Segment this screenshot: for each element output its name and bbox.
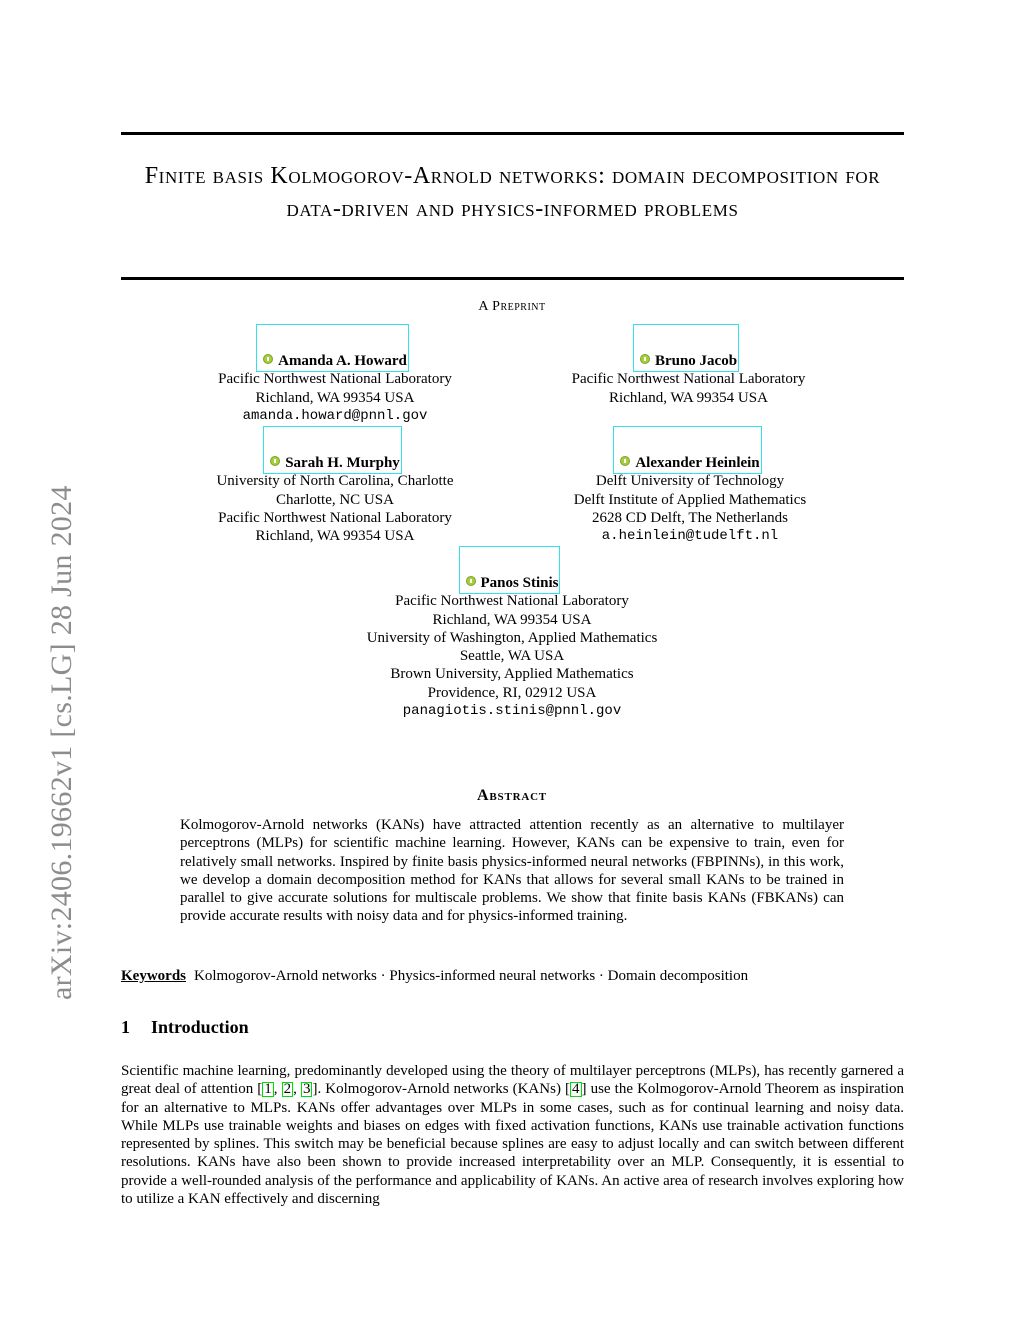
affiliation-line: Pacific Northwest National Laboratory — [218, 371, 452, 388]
introduction-paragraph: Scientific machine learning, predominantly developed using the theory of multilayer perceptrons (MLPs), has recently garnered a great deal of attention [ 1 , 2 , 3 ]. Kolmogorov-Arnold networks (KANs) [ 4 ] use the Kolmogorov-Arnold Theorem as inspiration for an alternative to MLPs. KANs offer advantages over MLPs in some cases, such as for continual learning and noisy data. While MLPs use trainable weights and biases on edges with fixed activation functions, KANs use trainable activation functions represented by splines. This switch may be beneficial because splines are easy to adjust locally and can switch between different resolutions. KANs have also been shown to provide increased interpretability over an MLP. Consequently, it is essential to provide a well-rounded analysis of the performance and applicability of KANs. An active area of research involves exploring how to utilize a KAN effectively and discerning — [121, 1063, 905, 1208]
hyperlink-box — [263, 426, 402, 474]
hyperlink-box — [459, 546, 561, 594]
affiliation-line: Richland, WA 99354 USA — [432, 611, 592, 628]
section-heading-introduction — [121, 1017, 249, 1038]
author-name-link[interactable] — [263, 352, 407, 370]
title-rule-top — [121, 132, 904, 135]
author-name-link[interactable] — [270, 454, 400, 472]
abstract-text: Kolmogorov-Arnold networks (KANs) have attracted attention recently as an alternative to multilayer perceptrons (MLPs) for scientific machine learning. However, KANs can be expensive to train, even for relatively small networks. Inspired by finite basis physics-informed neural networks (FBPINNs), in this work, we develop a domain decomposition method for KANs that allows for several small KANs to be trained in parallel to give accurate solutions for multiscale problems. We show that finite basis KANs (FBKANs) can provide accurate results with noisy data and for physics-informed training. — [180, 817, 844, 925]
author-block-murphy — [165, 454, 505, 545]
section-number: 1 — [121, 1017, 130, 1037]
author-block-jacob — [520, 352, 857, 407]
title-rule-bottom — [121, 277, 904, 280]
citation-link[interactable]: 3 — [302, 1081, 311, 1098]
paper-title: Finite basis Kolmogorov-Arnold networks: domain decomposition for data-driven and physics-informed problems — [144, 163, 881, 222]
affiliation-line: University of Washington, Applied Mathematics — [366, 629, 658, 646]
hyperlink-box — [613, 426, 761, 474]
keywords-text: Kolmogorov-Arnold networks · Physics-informed neural networks · Domain decomposition — [194, 968, 749, 984]
intro-text-part: ] use the Kolmogorov-Arnold Theorem as inspiration for an alternative to MLPs. KANs offer advantages over MLPs in some cases, such as for continual learning and noisy data. While MLPs use trainable weights and biases on edges with fixed activation functions, KANs use trainable activation functions represented by splines. This switch may be beneficial because splines are easy to adjust locally and can switch between different resolutions. KANs have also been shown to provide increased interpretability over an MLP. Consequently, it is essential to provide a well-rounded analysis of the performance and applicability of KANs. An active area of research involves exploring how to utilize a KAN effectively and discerning — [121, 1081, 905, 1208]
affiliation-line: Delft University of Technology — [595, 473, 785, 490]
author-email: panagiotis.stinis@pnnl.gov — [402, 703, 622, 720]
arxiv-stamp: arXiv:2406.19662v1 [cs.LG] 28 Jun 2024 — [45, 485, 78, 1000]
keywords-line — [121, 967, 904, 985]
preprint-label: A Preprint — [478, 299, 546, 314]
section-title: Introduction — [151, 1017, 249, 1037]
citation-link[interactable]: 4 — [572, 1081, 580, 1098]
author-name: Bruno Jacob — [654, 353, 738, 369]
author-email: amanda.howard@pnnl.gov — [242, 407, 428, 424]
author-name-link[interactable] — [640, 352, 737, 370]
author-block-stinis — [312, 574, 712, 720]
affiliation-line: Brown University, Applied Mathematics — [390, 666, 634, 683]
intro-text-part: Scientific machine learning, predominantly developed using the theory of multilayer perceptrons (MLPs), has recently garnered a great deal of attention [ — [121, 1063, 904, 1098]
affiliation-line: Delft Institute of Applied Mathematics — [573, 491, 807, 508]
author-name: Panos Stinis — [480, 575, 559, 591]
hyperlink-box — [633, 324, 739, 372]
affiliation-line: Pacific Northwest National Laboratory — [218, 509, 452, 526]
affiliation-line: Charlotte, NC USA — [276, 491, 394, 508]
hyperlink-box — [256, 324, 409, 372]
author-block-heinlein — [520, 454, 860, 545]
affiliation-line: University of North Carolina, Charlotte — [216, 473, 454, 490]
citation-link[interactable]: 2 — [283, 1081, 292, 1098]
affiliation-line: Seattle, WA USA — [459, 648, 565, 665]
author-block-howard — [165, 352, 505, 425]
affiliation-line: Richland, WA 99354 USA — [255, 528, 415, 545]
author-name: Sarah H. Murphy — [285, 455, 400, 471]
abstract-heading: Abstract — [477, 787, 547, 804]
author-name: Alexander Heinlein — [635, 455, 760, 471]
author-name: Amanda A. Howard — [278, 353, 407, 369]
author-name-link[interactable] — [466, 574, 559, 592]
author-name-link[interactable] — [620, 454, 759, 472]
author-email: a.heinlein@tudelft.nl — [601, 528, 779, 545]
intro-text-part: ]. Kolmogorov-Arnold networks (KANs) [ — [312, 1081, 571, 1098]
keywords-label: Keywords — [121, 968, 186, 984]
citation-link[interactable]: 1 — [264, 1081, 272, 1098]
affiliation-line: Pacific Northwest National Laboratory — [395, 593, 629, 610]
affiliation-line: Providence, RI, 02912 USA — [427, 684, 597, 701]
affiliation-line: Pacific Northwest National Laboratory — [571, 371, 806, 388]
affiliation-line: Richland, WA 99354 USA — [609, 389, 768, 406]
affiliation-line: 2628 CD Delft, The Netherlands — [592, 509, 788, 526]
affiliation-line: Richland, WA 99354 USA — [255, 389, 415, 406]
